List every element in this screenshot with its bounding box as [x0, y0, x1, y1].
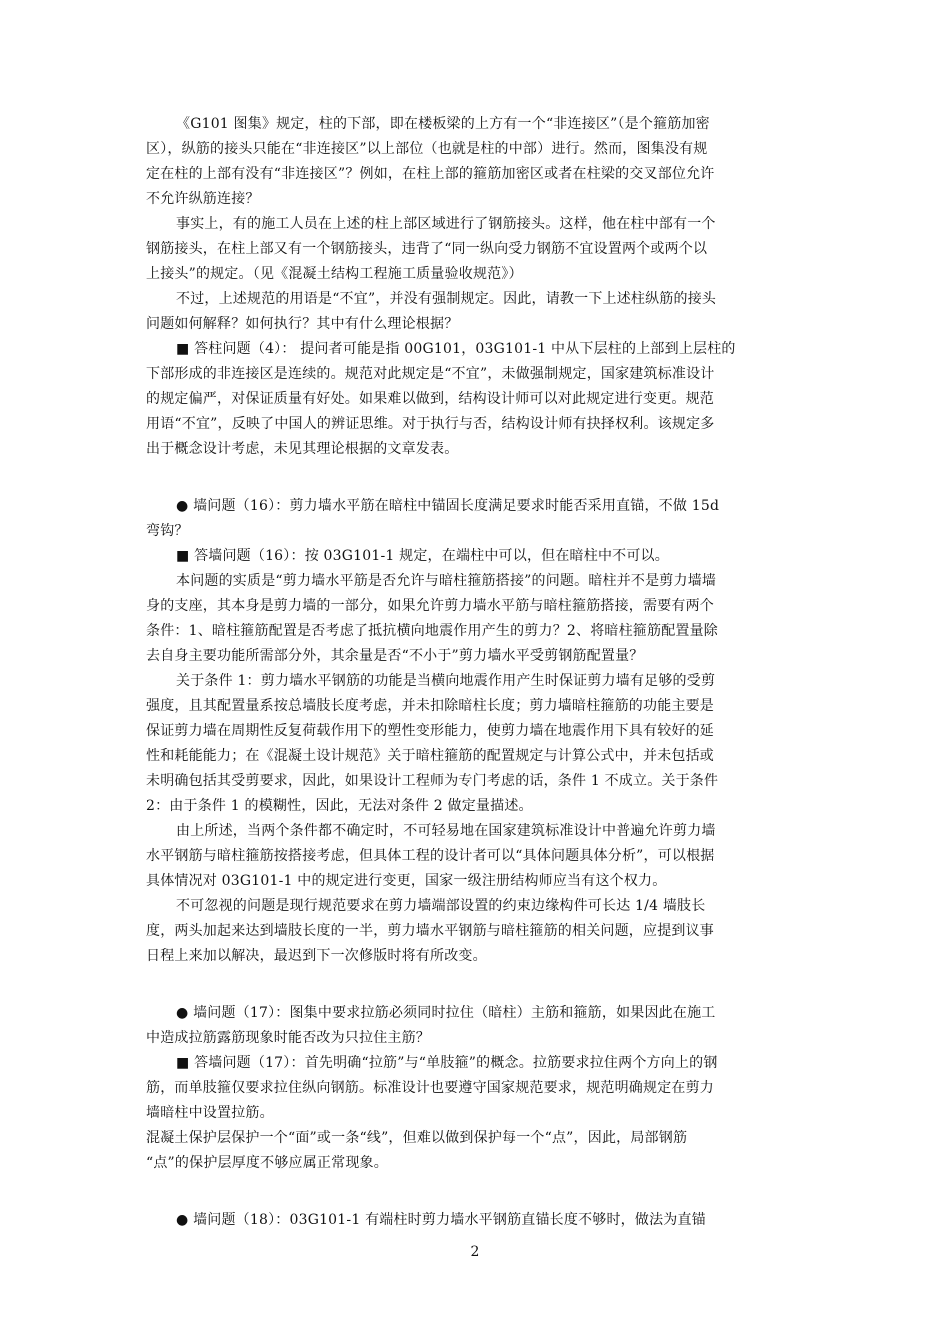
text-line: ● 墙问题（17）：图集中要求拉筋必须同时拉住（暗柱）主筋和箍筋，如果因此在施工 [176, 1005, 716, 1021]
text-line: 由上所述，当两个条件都不确定时，不可轻易地在国家建筑标准设计中普遍允许剪力墙 [176, 823, 716, 839]
paragraph [146, 1051, 836, 1126]
paragraph [146, 1208, 836, 1233]
paragraph [146, 819, 836, 894]
text-line: 本问题的实质是“剪力墙水平筋是否允许与暗柱箍筋搭接”的问题。暗柱并不是剪力墙墙 [176, 573, 717, 589]
paragraph [146, 669, 836, 819]
text-line: 度，两头加起来达到墙肢长度的一半，剪力墙水平钢筋与暗柱箍筋的相关问题，应提到议事 [146, 923, 714, 939]
text-line: 钢筋接头，在柱上部又有一个钢筋接头，违背了“同一纵向受力钢筋不宜设置两个或两个以 [146, 241, 708, 257]
text-line: 条件：1、暗柱箍筋配置是否考虑了抵抗横向地震作用产生的剪力？2、将暗柱箍筋配置量除 [146, 623, 719, 639]
text-line: 上接头”的规定。（见《混凝土结构工程施工质量验收规范》） [146, 266, 523, 282]
text-line: 混凝土保护层保护一个“面”或一条“线”，但难以做到保护每一个“点”，因此，局部钢筋 [146, 1130, 688, 1146]
text-line: 去自身主要功能所需部分外，其余量是否“不小于”剪力墙水平受剪钢筋配置量？ [146, 648, 644, 664]
text-line: 筋，而单肢箍仅要求拉住纵向钢筋。标准设计也要遵守国家规范要求，规范明确规定在剪力 [146, 1080, 714, 1096]
paragraph-gap [146, 969, 836, 1001]
text-line: 出于概念设计考虑，未见其理论根据的文章发表。 [146, 441, 459, 457]
text-line: 墙暗柱中设置拉筋。 [146, 1105, 274, 1121]
paragraph [146, 212, 836, 287]
text-line: 区），纵筋的接头只能在“非连接区”以上部位（也就是柱的中部）进行。然而，图集没有规 [146, 141, 708, 157]
text-line: 未明确包括其受剪要求，因此，如果设计工程师为专门考虑的话，条件 1 不成立。关于条件 [146, 773, 719, 789]
text-line: 关于条件 1：剪力墙水平钢筋的功能是当横向地震作用产生时保证剪力墙有足够的受剪 [176, 673, 716, 689]
text-line: ■ 答墙问题（16）：按 03G101-1 规定，在端柱中可以，但在暗柱中不可以。 [176, 548, 669, 564]
text-line: 2：由于条件 1 的模糊性，因此，无法对条件 2 做定量描述。 [146, 798, 533, 814]
text-line: 保证剪力墙在周期性反复荷载作用下的塑性变形能力，使剪力墙在地震作用下具有较好的延 [146, 723, 714, 739]
text-line: ■ 答墙问题（17）：首先明确“拉筋”与“单肢箍”的概念。拉筋要求拉住两个方向上的钢 [176, 1055, 718, 1071]
paragraph [146, 894, 836, 969]
paragraph [146, 544, 836, 569]
text-line: 定在柱的上部有没有“非连接区”？例如，在柱上部的箍筋加密区或者在柱梁的交叉部位允许 [146, 166, 715, 182]
text-line: 性和耗能能力；在《混凝土设计规范》关于暗柱箍筋的配置规定与计算公式中，并未包括或 [146, 748, 714, 764]
paragraph [146, 287, 836, 337]
text-line: 日程上来加以解决，最迟到下一次修版时将有所改变。 [146, 948, 487, 964]
text-line: 不过，上述规范的用语是“不宜”，并没有强制规定。因此，请教一下上述柱纵筋的接头 [176, 291, 717, 307]
text-line: 事实上，有的施工人员在上述的柱上部区域进行了钢筋接头。这样，他在柱中部有一个 [176, 216, 716, 232]
page-number: 2 [470, 1244, 480, 1260]
text-line: “点”的保护层厚度不够应属正常现象。 [146, 1155, 388, 1171]
paragraph [146, 569, 836, 669]
text-line: ● 墙问题（16）：剪力墙水平筋在暗柱中锚固长度满足要求时能否采用直锚，不做 15d [176, 498, 720, 514]
body-text [146, 112, 836, 1233]
text-line: 问题如何解释？如何执行？其中有什么理论根据？ [146, 316, 459, 332]
text-line: 用语“不宜”，反映了中国人的辨证思维。对于执行与否，结构设计师有抉择权利。该规定多 [146, 416, 715, 432]
paragraph [146, 1126, 836, 1176]
paragraph-gap [146, 1176, 836, 1208]
text-line: ● 墙问题（18）：03G101-1 有端柱时剪力墙水平钢筋直锚长度不够时，做法为直锚 [176, 1212, 706, 1228]
paragraph [146, 494, 836, 544]
text-line: 不允许纵筋连接？ [146, 191, 260, 207]
text-line: 弯钩？ [146, 523, 189, 539]
text-line: 的规定偏严，对保证质量有好处。如果难以做到，结构设计师可以对此规定进行变更。规范 [146, 391, 714, 407]
text-line: ■ 答柱问题（4）： 提问者可能是指 00G101，03G101-1 中从下层柱的上部到上层柱的 [176, 341, 736, 357]
text-line: 中造成拉筋露筋现象时能否改为只拉住主筋？ [146, 1030, 430, 1046]
paragraph [146, 337, 836, 462]
paragraph-gap [146, 462, 836, 494]
text-line: 不可忽视的问题是现行规范要求在剪力墙端部设置的约束边缘构件可长达 1/4 墙肢长 [176, 898, 706, 914]
text-line: 身的支座，其本身是剪力墙的一部分，如果允许剪力墙水平筋与暗柱箍筋搭接，需要有两个 [146, 598, 714, 614]
text-line: 强度，且其配置量系按总墙肢长度考虑，并未扣除暗柱长度；剪力墙暗柱箍筋的功能主要是 [146, 698, 714, 714]
text-line: 具体情况对 03G101-1 中的规定进行变更，国家一级注册结构师应当有这个权力。 [146, 873, 667, 889]
paragraph [146, 1001, 836, 1051]
text-line: 下部形成的非连接区是连续的。规范对此规定是“不宜”，未做强制规定，国家建筑标准设计 [146, 366, 715, 382]
text-line: 《G101 图集》规定，柱的下部，即在楼板梁的上方有一个“非连接区”（是个箍筋加密 [176, 116, 710, 132]
text-line: 水平钢筋与暗柱箍筋按搭接考虑，但具体工程的设计者可以“具体问题具体分析”，可以根据 [146, 848, 715, 864]
paragraph [146, 112, 836, 212]
